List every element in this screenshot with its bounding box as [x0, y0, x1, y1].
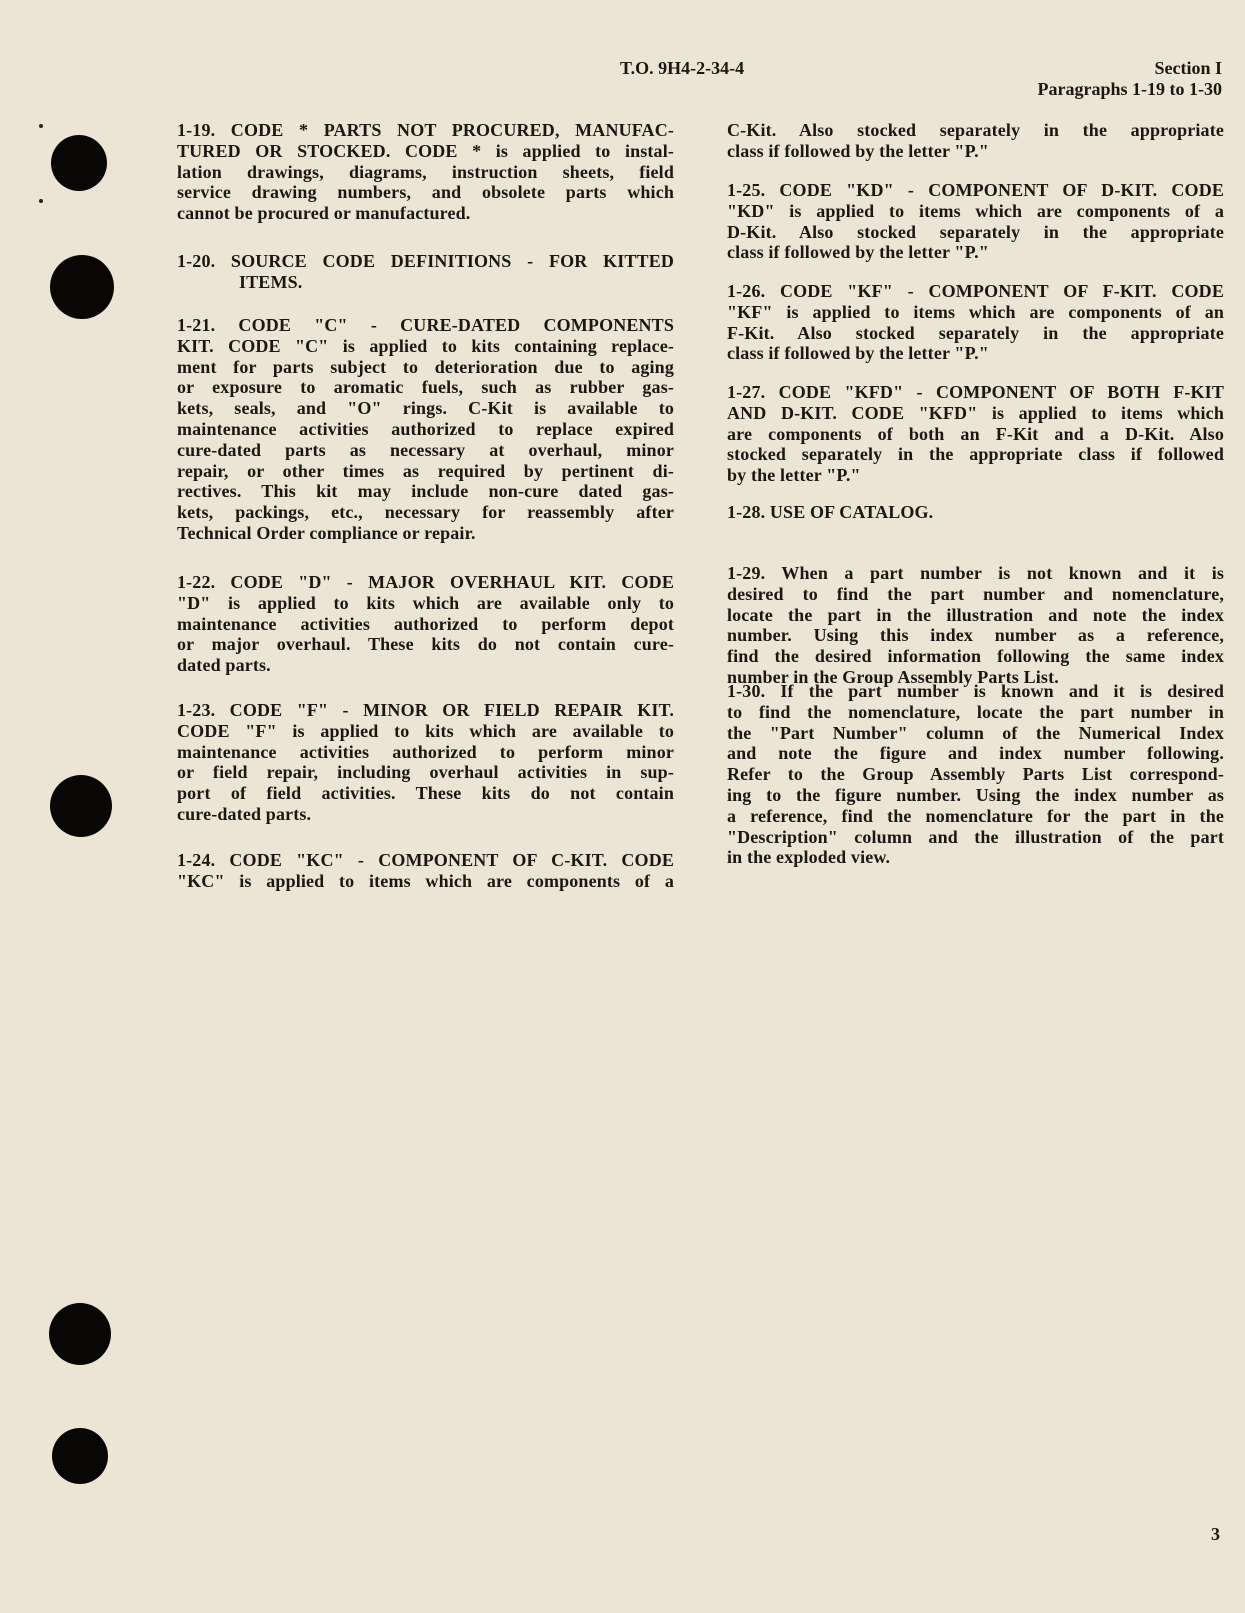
punch-hole: [50, 775, 112, 837]
text-line: find the desired information following the same index: [727, 646, 1224, 667]
text-line: KIT. CODE "C" is applied to kits containing replace-: [177, 335, 674, 356]
paragraph-1-28: [727, 502, 1224, 523]
text-line: 1-23. CODE "F" - MINOR OR FIELD REPAIR KIT.: [177, 700, 674, 720]
text-line: AND D-KIT. CODE "KFD" is applied to items which: [727, 402, 1224, 423]
text-line: 1-24. CODE "KC" - COMPONENT OF C-KIT. CODE: [177, 850, 674, 870]
text-line: desired to find the part number and nomenclature,: [727, 583, 1224, 604]
paragraph-1-29: [727, 563, 1224, 688]
paragraph-1-24: [177, 850, 674, 892]
text-line: 1-19. CODE * PARTS NOT PROCURED, MANUFAC-: [177, 120, 674, 140]
text-line: cure-dated parts.: [177, 803, 312, 824]
paragraph-1-19: [177, 120, 674, 224]
text-line: to find the nomenclature, locate the part number in: [727, 701, 1224, 722]
text-line: 1-28. USE OF CATALOG.: [727, 502, 934, 522]
text-line: or major overhaul. These kits do not contain cure-: [177, 634, 674, 655]
document-number: T.O. 9H4-2-34-4: [620, 58, 745, 78]
text-line: "D" is applied to kits which are available only to: [177, 592, 674, 613]
punch-hole: [49, 1303, 111, 1365]
text-line: 1-26. CODE "KF" - COMPONENT OF F-KIT. CODE: [727, 281, 1224, 301]
punch-hole: [52, 1428, 108, 1484]
text-line: ing to the figure number. Using the index number as: [727, 784, 1224, 805]
text-line: rectives. This kit may include non-cure dated gas-: [177, 481, 674, 502]
page-number: 3: [1211, 1524, 1220, 1544]
text-line: port of field activities. These kits do not contain: [177, 783, 674, 804]
text-line: lation drawings, diagrams, instruction sheets, field: [177, 161, 674, 182]
text-line: kets, seals, and "O" rings. C-Kit is available to: [177, 398, 674, 419]
text-line: stocked separately in the appropriate class if followed: [727, 444, 1224, 465]
text-line: in the exploded view.: [727, 847, 891, 868]
text-line: number. Using this index number as a reference,: [727, 625, 1224, 646]
text-line: "KF" is applied to items which are components of an: [727, 301, 1224, 322]
paragraph-1-26: [727, 281, 1224, 364]
punch-hole: [50, 255, 114, 319]
text-line: 1-20. SOURCE CODE DEFINITIONS - FOR KITTED: [177, 251, 674, 271]
text-line: Technical Order compliance or repair.: [177, 522, 476, 543]
text-line: "Description" column and the illustration of the part: [727, 826, 1224, 847]
paragraph-1-30: [727, 681, 1224, 868]
paragraph-1-20: [177, 251, 674, 293]
text-line: C-Kit. Also stocked separately in the appropriate: [727, 120, 1224, 140]
paragraph-1-27: [727, 382, 1224, 486]
text-line: kets, packings, etc., necessary for reassembly after: [177, 502, 674, 523]
text-line: a reference, find the nomenclature for the part in the: [727, 805, 1224, 826]
text-line: 1-21. CODE "C" - CURE-DATED COMPONENTS: [177, 315, 674, 335]
text-line: D-Kit. Also stocked separately in the appropriate: [727, 221, 1224, 242]
text-line: "KC" is applied to items which are components of a: [177, 870, 674, 891]
text-line: dated parts.: [177, 655, 271, 676]
text-line: TURED OR STOCKED. CODE * is applied to instal-: [177, 140, 674, 161]
text-line: are components of both an F-Kit and a D-Kit. Also: [727, 423, 1224, 444]
text-line: and note the figure and index number following.: [727, 743, 1224, 764]
punch-mark: [39, 199, 43, 203]
text-line: repair, or other times as required by pertinent di-: [177, 460, 674, 481]
text-line: "KD" is applied to items which are components of a: [727, 200, 1224, 221]
text-line: cure-dated parts as necessary at overhaul, minor: [177, 439, 674, 460]
text-line: cannot be procured or manufactured.: [177, 203, 471, 224]
punch-hole: [51, 135, 107, 191]
paragraph-1-22: [177, 572, 674, 676]
text-line: class if followed by the letter "P.": [727, 242, 989, 263]
text-line: locate the part in the illustration and note the index: [727, 604, 1224, 625]
text-line: maintenance activities authorized to replace expired: [177, 418, 674, 439]
text-line: 1-27. CODE "KFD" - COMPONENT OF BOTH F-KIT: [727, 382, 1224, 402]
paragraph-1-24-cont: [727, 120, 1224, 162]
text-line: F-Kit. Also stocked separately in the appropriate: [727, 322, 1224, 343]
text-line: or exposure to aromatic fuels, such as rubber gas-: [177, 377, 674, 398]
paragraphs-range: Paragraphs 1-19 to 1-30: [1037, 79, 1222, 99]
text-line: class if followed by the letter "P.": [727, 140, 989, 161]
text-line: the "Part Number" column of the Numerical Index: [727, 722, 1224, 743]
text-line: number in the Group Assembly Parts List.: [727, 666, 1059, 687]
text-line: by the letter "P.": [727, 465, 861, 486]
text-line: maintenance activities authorized to perform depot: [177, 613, 674, 634]
text-line: or field repair, including overhaul activities in sup-: [177, 762, 674, 783]
paragraph-1-21: [177, 315, 674, 544]
section-label: Section I: [1154, 58, 1222, 78]
punch-mark: [39, 124, 43, 128]
text-line: CODE "F" is applied to kits which are available to: [177, 720, 674, 741]
text-line: 1-22. CODE "D" - MAJOR OVERHAUL KIT. CODE: [177, 572, 674, 592]
text-line: 1-25. CODE "KD" - COMPONENT OF D-KIT. CODE: [727, 180, 1224, 200]
text-line: 1-30. If the part number is known and it is desired: [727, 681, 1224, 701]
paragraph-1-23: [177, 700, 674, 825]
text-line: class if followed by the letter "P.": [727, 343, 989, 364]
text-line: ment for parts subject to deterioration due to aging: [177, 356, 674, 377]
text-line: ITEMS.: [239, 271, 303, 292]
text-line: service drawing numbers, and obsolete parts which: [177, 182, 674, 203]
text-line: Refer to the Group Assembly Parts List correspond-: [727, 764, 1224, 785]
text-line: 1-29. When a part number is not known and it is: [727, 563, 1224, 583]
text-line: maintenance activities authorized to perform minor: [177, 741, 674, 762]
paragraph-1-25: [727, 180, 1224, 263]
